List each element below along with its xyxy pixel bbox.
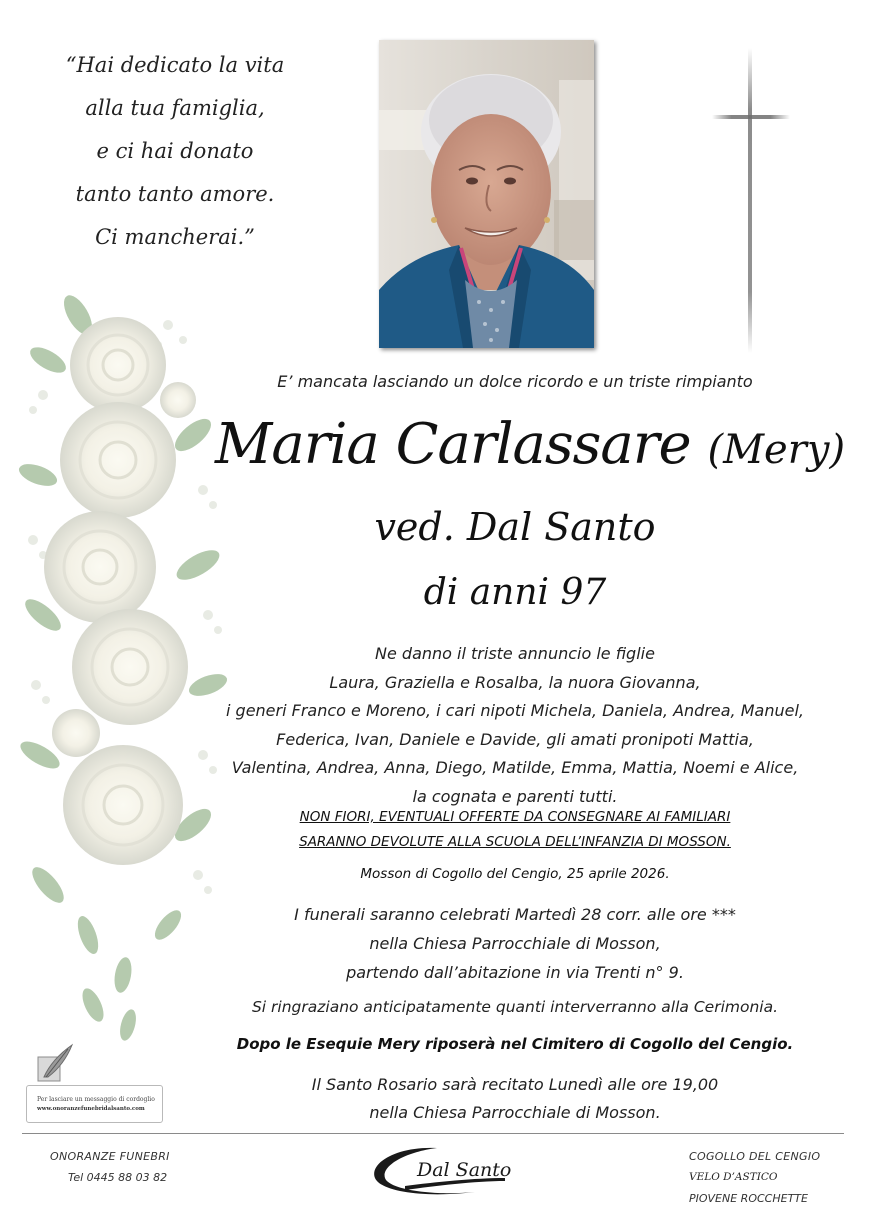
rosary-info [215, 1071, 815, 1127]
family-line: Federica, Ivan, Daniele e Davide, gli amati pronipoti Mattia, [276, 729, 754, 749]
footer-location: COGOLLO DEL CENGIO [689, 1150, 821, 1163]
funeral-line: I funerali saranno celebrati Martedì 28 corr. alle ore *** [294, 905, 736, 924]
donation-notice [215, 805, 815, 855]
family-line: Ne danno il triste annuncio le figlie [375, 644, 655, 663]
notice-line: NON FIORI, EVENTUALI OFFERTE DA CONSEGNARE AI FAMILIARI [299, 809, 731, 825]
funeral-line: nella Chiesa Parrocchiale di Mosson, [369, 934, 661, 953]
memorial-quote [40, 44, 310, 259]
intro-text: E’ mancata lasciando un dolce ricordo e un triste rimpianto [277, 372, 753, 391]
family-line: Laura, Graziella e Rosalba, la nuora Giovanna, [329, 672, 701, 692]
age: di anni 97 [423, 572, 607, 613]
rosary-line: nella Chiesa Parrocchiale di Mosson. [369, 1103, 661, 1122]
deceased-name-main: Maria Carlassare [215, 412, 691, 477]
portrait-illustration [379, 40, 594, 348]
funeral-line: partendo dall’abitazione in via Trenti n° 9. [346, 963, 684, 982]
condolence-url[interactable]: www.onoranzefunebridalsanto.com [37, 1106, 145, 1112]
quote-line: Ci mancherai.” [95, 225, 255, 249]
rosary-line: Il Santo Rosario sarà recitato Lunedì alle ore 19,00 [311, 1075, 719, 1094]
condolence-label: Per lasciare un messaggio di cordoglio [37, 1096, 155, 1103]
footer-phone: Tel 0445 88 03 82 [68, 1171, 168, 1184]
deceased-name [215, 412, 846, 477]
thanks-text: Si ringraziano anticipatamente quanti interverranno alla Cerimonia. [251, 998, 779, 1016]
deceased-nickname: (Mery) [707, 427, 846, 473]
condolence-link[interactable] [26, 1085, 163, 1123]
widow-of: ved. Dal Santo [374, 505, 656, 549]
footer-divider [22, 1133, 844, 1134]
portrait-photo [379, 40, 594, 348]
quote-line: tanto tanto amore. [75, 182, 275, 206]
footer-location: PIOVENE ROCCHETTE [689, 1192, 808, 1205]
quote-line: e ci hai donato [96, 139, 254, 163]
quote-line: “Hai dedicato la vita [65, 53, 285, 77]
family-line: la cognata e parenti tutti. [412, 786, 618, 806]
place-date: Mosson di Cogollo del Cengio, 25 aprile 2026. [360, 866, 670, 882]
family-line: i generi Franco e Moreno, i cari nipoti Michela, Daniela, Andrea, Manuel, [226, 701, 804, 720]
footer-location: VELO D’ASTICO [689, 1171, 778, 1183]
footer-company-title: ONORANZE FUNEBRI [50, 1150, 170, 1163]
dal-santo-logo [365, 1142, 515, 1200]
family-line: Valentina, Andrea, Anna, Diego, Matilde, Emma, Mattia, Noemi e Alice, [231, 758, 799, 777]
funeral-info [215, 900, 815, 987]
quill-icon [34, 1043, 76, 1088]
notice-line: SARANNO DEVOLUTE ALLA SCUOLA DELL’INFANZIA DI MOSSON. [299, 834, 731, 850]
burial-text: Dopo le Esequie Mery riposerà nel Cimitero di Cogollo del Cengio. [236, 1035, 794, 1053]
white-roses-decoration [18, 285, 233, 1050]
roses-illustration [18, 285, 233, 1050]
quote-line: alla tua famiglia, [85, 96, 265, 120]
cross-icon [748, 48, 752, 353]
cross-bar [712, 115, 790, 119]
logo-text: Dal Santo [417, 1159, 512, 1181]
family-list [215, 640, 815, 811]
